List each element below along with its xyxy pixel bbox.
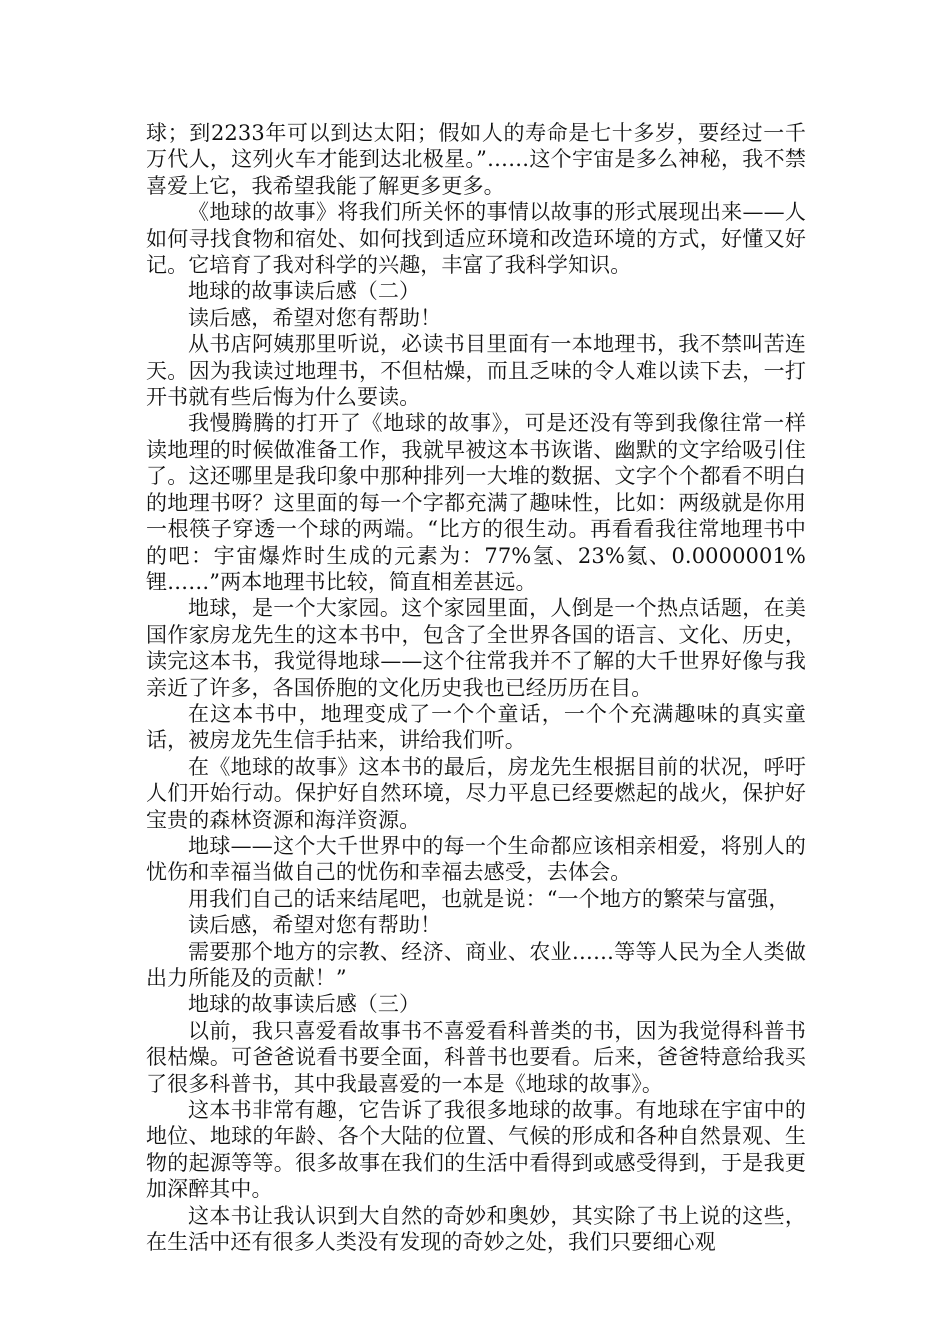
paragraph: 用我们自己的话来结尾吧，也就是说：“一个地方的繁荣与富强， <box>188 886 790 911</box>
paragraph: 这本书让我认识到大自然的奇妙和奥妙，其实除了书上说的这些，在生活中还有很多人类没有发现的奇妙之处，我们只要细心观 <box>146 1203 806 1255</box>
paragraph: 需要那个地方的宗教、经济、商业、农业……等等人民为全人类做出力所能及的贡献！” <box>146 939 806 990</box>
paragraph: 以前，我只喜爱看故事书不喜爱看科普类的书，因为我觉得科普书很枯燥。可爸爸说看书要全面，科普书也要看。后来，爸爸特意给我买了很多科普书，其中我最喜爱的一本是《地球的故事》。 <box>146 1018 806 1096</box>
paragraph: 《地球的故事》将我们所关怀的事情以故事的形式展现出来——人如何寻找食物和宿处、如何找到适应环境和改造环境的方式，好懂又好记。它培育了我对科学的兴趣，丰富了我科学知识。 <box>146 200 806 278</box>
paragraph: 在《地球的故事》这本书的最后，房龙先生根据目前的状况，呼吁人们开始行动。保护好自然环境，尽力平息已经要燃起的战火，保护好宝贵的森林资源和海洋资源。 <box>146 754 806 832</box>
document-page <box>146 120 806 1255</box>
paragraph: 读后感，希望对您有帮助！ <box>188 913 442 938</box>
section-heading: 地球的故事读后感（二） <box>188 279 421 304</box>
paragraph: 这本书非常有趣，它告诉了我很多地球的故事。有地球在宇宙中的地位、地球的年龄、各个大陆的位置、气候的形成和各种自然景观、生物的起源等等。很多故事在我们的生活中看得到或感受得到，于是我更加深醉其中。 <box>146 1098 806 1202</box>
section-heading: 地球的故事读后感（三） <box>188 992 421 1017</box>
paragraph: 读后感，希望对您有帮助！ <box>188 305 442 330</box>
paragraph: 球；到2233年可以到达太阳；假如人的寿命是七十多岁，要经过一千万代人，这列火车才能到达北极星。”……这个宇宙是多么神秘，我不禁喜爱上它，我希望我能了解更多更多。 <box>146 121 806 198</box>
paragraph: 在这本书中，地理变成了一个个童话，一个个充满趣味的真实童话，被房龙先生信手拈来，讲给我们听。 <box>146 701 806 753</box>
paragraph: 从书店阿姨那里听说，必读书目里面有一本地理书，我不禁叫苦连天。因为我读过地理书，不但枯燥，而且乏味的令人难以读下去，一打开书就有些后悔为什么要读。 <box>146 332 806 410</box>
paragraph: 地球，是一个大家园。这个家园里面，人倒是一个热点话题，在美国作家房龙先生的这本书中，包含了全世界各国的语言、文化、历史，读完这本书，我觉得地球——这个往常我并不了解的大千世界好像与我亲近了许多，各国侨胞的文化历史我也已经历历在目。 <box>146 596 806 700</box>
paragraph: 我慢腾腾的打开了《地球的故事》，可是还没有等到我像往常一样读地理的时候做准备工作，我就早被这本书诙谐、幽默的文字给吸引住了。这还哪里是我印象中那种排列一大堆的数据、文字个个都看不明白的地理书呀？这里面的每一个字都充满了趣味性，比如：两级就是你用一根筷子穿透一个球的两端。“比方的很生动。再看看我往常地理书中的吧：宇宙爆炸时生成的元素为：77%氢、23%氦、0.0000001%锂……”两本地理书比较，简直相差甚远。 <box>146 411 806 594</box>
paragraph: 地球——这个大千世界中的每一个生命都应该相亲相爱，将别人的忧伤和幸福当做自己的忧伤和幸福去感受，去体会。 <box>146 833 806 885</box>
